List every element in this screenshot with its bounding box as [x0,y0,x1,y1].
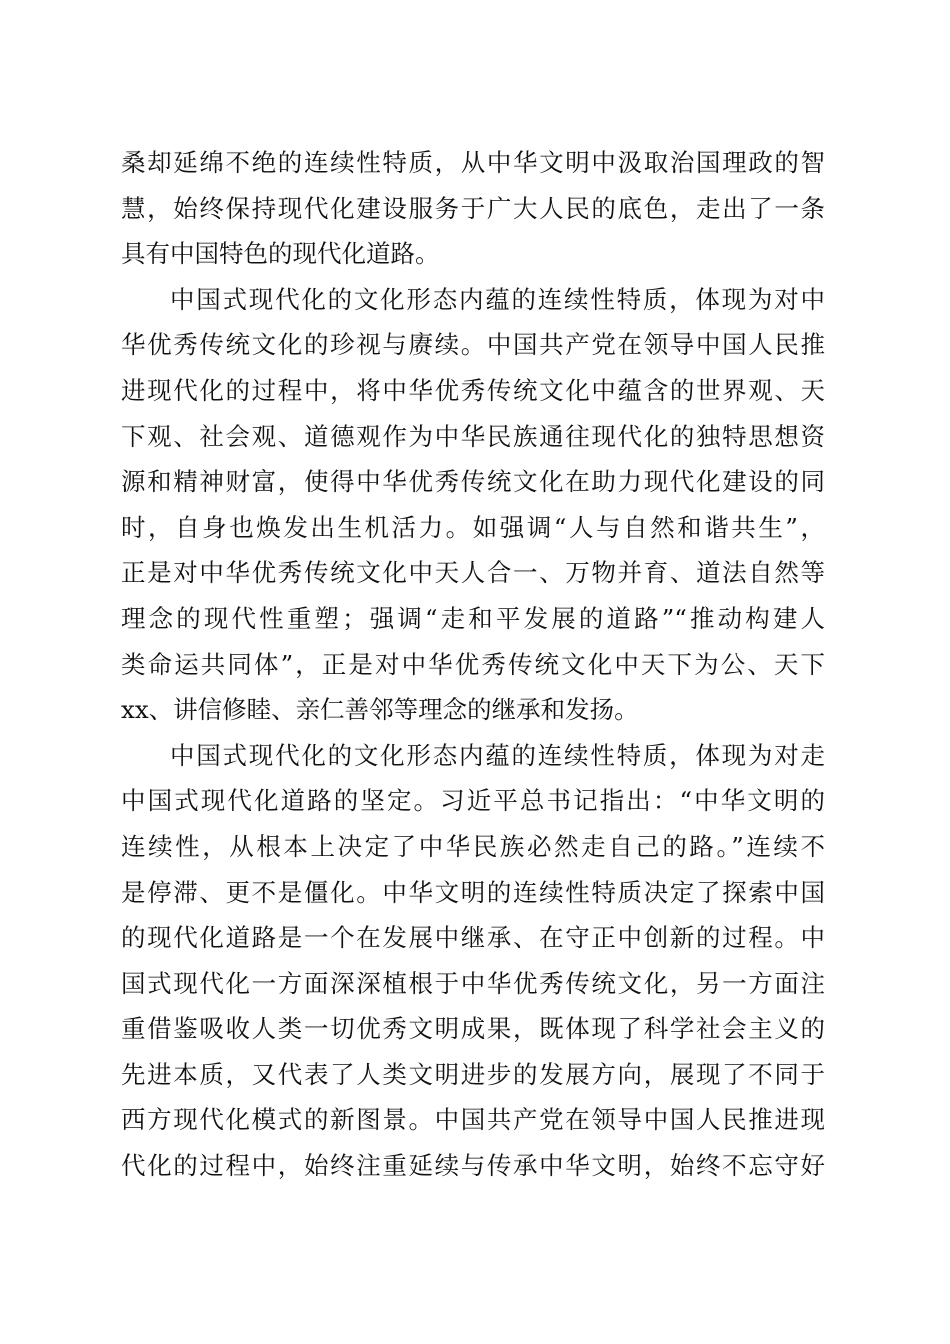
text-line: 的现代化道路是一个在发展中继承、在守正中创新的过程。中 [121,923,825,953]
text-line: 源和精神财富，使得中华优秀传统文化在助力现代化建设的同 [121,467,825,497]
text-line: 是停滞、更不是僵化。中华文明的连续性特质决定了探索中国 [121,877,825,907]
text-line: 桑却延绵不绝的连续性特质，从中华文明中汲取治国理政的智 [121,148,825,177]
text-line: 进现代化的过程中，将中华优秀传统文化中蕴含的世界观、天 [121,375,825,405]
text-line: 重借鉴吸收人类一切优秀文明成果，既体现了科学社会主义的 [121,1014,825,1044]
paragraph [121,733,825,1189]
text-line: 华优秀传统文化的珍视与赓续。中国共产党在领导中国人民推 [121,330,825,360]
text-line: 西方现代化模式的新图景。中国共产党在领导中国人民推进现 [121,1105,825,1135]
text-line: 中国式现代化的文化形态内蕴的连续性特质，体现为对走 [170,740,825,770]
paragraph [121,140,825,277]
text-line: 正是对中华优秀传统文化中天人合一、万物并育、道法自然等 [121,558,825,588]
text-line: 具有中国特色的现代化道路。 [121,239,440,269]
text-line: 理念的现代性重塑；强调“走和平发展的道路”“推动构建人 [121,603,825,633]
text-line: 下观、社会观、道德观作为中华民族通往现代化的独特思想资 [121,421,825,451]
text-line: 国式现代化一方面深深植根于中华优秀传统文化，另一方面注 [121,968,825,998]
paragraph [121,277,825,733]
text-line: 代化的过程中，始终注重延续与传承中华文明，始终不忘守好 [121,1151,825,1181]
text-line: 中国式现代化道路的坚定。习近平总书记指出：“中华文明的 [121,786,825,816]
text-line: xx、讲信修睦、亲仁善邻等理念的继承和发扬。 [121,695,639,725]
text-line: 时，自身也焕发出生机活力。如强调“人与自然和谐共生”， [121,512,825,542]
text-line: 先进本质，又代表了人类文明进步的发展方向，展现了不同于 [121,1059,825,1089]
text-line: 类命运共同体”，正是对中华优秀传统文化中天下为公、天下 [121,649,825,679]
body-text [121,140,825,1189]
text-line: 连续性，从根本上决定了中华民族必然走自己的路。”连续不 [121,831,825,861]
text-line: 慧，始终保持现代化建设服务于广大人民的底色，走出了一条 [121,193,825,223]
text-line: 中国式现代化的文化形态内蕴的连续性特质，体现为对中 [170,284,825,314]
